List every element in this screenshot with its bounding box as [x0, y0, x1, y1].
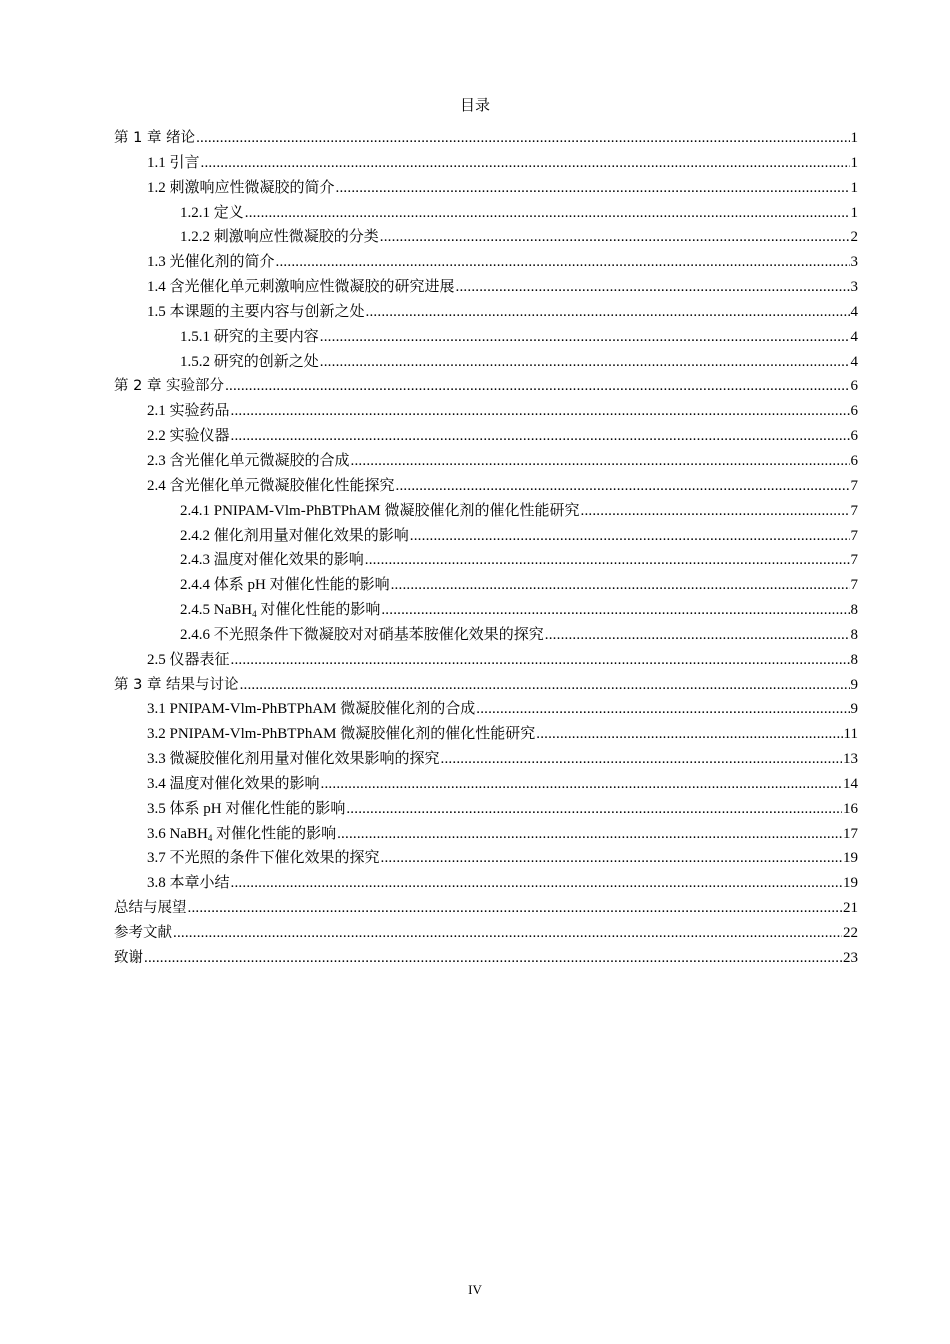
toc-entry-page: 19 — [843, 875, 858, 892]
toc-entry-page: 7 — [850, 477, 858, 494]
toc-dot-leader — [188, 896, 843, 921]
toc-entry-page: 8 — [850, 626, 858, 643]
toc-entry-page: 9 — [850, 701, 858, 718]
toc-entry[interactable] — [114, 201, 858, 226]
toc-dot-leader — [381, 598, 849, 623]
toc-entry-label: 2.4.6 不光照条件下微凝胶对对硝基苯胺催化效果的探究 — [180, 626, 544, 643]
toc-entry-label-text: 对催化性能的影响 — [212, 825, 337, 842]
table-of-contents — [114, 126, 858, 971]
toc-dot-leader — [346, 797, 842, 822]
toc-dot-leader — [545, 623, 850, 648]
toc-entry[interactable] — [114, 151, 858, 176]
toc-entry[interactable] — [114, 325, 858, 350]
toc-entry-page: 17 — [843, 825, 858, 842]
toc-entry[interactable] — [114, 499, 858, 524]
toc-entry[interactable] — [114, 573, 858, 598]
toc-entry[interactable] — [114, 623, 858, 648]
toc-dot-leader — [410, 524, 850, 549]
toc-entry-label: 致谢 — [114, 949, 143, 966]
toc-dot-leader — [336, 176, 850, 201]
toc-dot-leader — [231, 399, 850, 424]
toc-dot-leader — [381, 846, 842, 871]
toc-entry[interactable] — [114, 275, 858, 300]
toc-entry-label — [147, 822, 336, 847]
toc-dot-leader — [441, 747, 842, 772]
toc-entry[interactable] — [114, 524, 858, 549]
toc-entry-page: 13 — [843, 751, 858, 768]
toc-entry[interactable] — [114, 350, 858, 375]
toc-entry[interactable] — [114, 772, 858, 797]
toc-entry-page: 3 — [850, 254, 858, 271]
toc-dot-leader — [320, 350, 850, 375]
toc-dot-leader — [380, 225, 850, 250]
toc-entry[interactable] — [114, 399, 858, 424]
toc-entry-label: 1.5 本课题的主要内容与创新之处 — [147, 303, 365, 320]
toc-entry[interactable] — [114, 822, 858, 847]
toc-entry-label: 3.7 不光照的条件下催化效果的探究 — [147, 850, 380, 867]
toc-entry-page: 3 — [850, 279, 858, 296]
toc-entry-label: 3.8 本章小结 — [147, 875, 230, 892]
toc-entry-page: 19 — [843, 850, 858, 867]
toc-entry-page: 1 — [850, 130, 858, 146]
toc-entry-page: 1 — [850, 204, 858, 221]
toc-entry-label: 2.5 仪器表征 — [147, 651, 230, 668]
toc-dot-leader — [581, 499, 850, 524]
toc-entry-page: 21 — [843, 900, 858, 917]
toc-entry[interactable] — [114, 225, 858, 250]
toc-dot-leader — [240, 673, 850, 698]
toc-entry-label: 2.3 含光催化单元微凝胶的合成 — [147, 452, 350, 469]
toc-entry-page: 7 — [850, 502, 858, 519]
toc-entry-label: 2.1 实验药品 — [147, 403, 230, 420]
toc-entry-page: 14 — [843, 775, 858, 792]
toc-entry[interactable] — [114, 722, 858, 747]
toc-entry-page: 6 — [850, 452, 858, 469]
toc-dot-leader — [201, 151, 850, 176]
toc-entry-label-text: 2.4.5 NaBH — [180, 602, 253, 619]
toc-entry-label: 总结与展望 — [114, 900, 187, 917]
toc-entry-label-subscript: 4 — [207, 832, 213, 843]
toc-entry-label: 1.2 刺激响应性微凝胶的简介 — [147, 179, 335, 196]
toc-entry-page: 22 — [843, 925, 858, 941]
toc-entry-page: 2 — [850, 229, 858, 246]
toc-entry-label: 1.5.1 研究的主要内容 — [180, 328, 319, 345]
toc-entry[interactable] — [114, 474, 858, 499]
toc-entry-label: 3.2 PNIPAM-Vlm-PhBTPhAM 微凝胶催化剂的催化性能研究 — [147, 726, 536, 743]
toc-dot-leader — [365, 548, 850, 573]
toc-entry-page: 9 — [850, 676, 858, 693]
toc-entry[interactable] — [114, 449, 858, 474]
toc-dot-leader — [396, 474, 850, 499]
toc-dot-leader — [337, 822, 842, 847]
toc-entry-page: 7 — [850, 577, 858, 594]
toc-entry[interactable] — [114, 424, 858, 449]
toc-entry-label: 第 3 章 结果与讨论 — [114, 676, 239, 693]
toc-dot-leader — [245, 201, 850, 226]
toc-dot-leader — [476, 697, 849, 722]
toc-dot-leader — [231, 648, 850, 673]
toc-entry-page: 4 — [850, 353, 858, 370]
toc-entry-page: 16 — [843, 800, 858, 817]
toc-title: 目录 — [459, 98, 490, 114]
toc-entry-page: 4 — [850, 303, 858, 320]
toc-dot-leader — [320, 325, 850, 350]
toc-dot-leader — [225, 374, 849, 399]
toc-entry-label: 2.2 实验仪器 — [147, 428, 230, 445]
toc-entry-label: 2.4.4 体系 pH 对催化性能的影响 — [180, 577, 390, 594]
toc-entry[interactable] — [114, 797, 858, 822]
toc-entry-page: 4 — [850, 328, 858, 345]
toc-entry-label-subscript: 4 — [252, 609, 257, 620]
toc-dot-leader — [321, 772, 842, 797]
toc-entry[interactable] — [114, 648, 858, 673]
toc-dot-leader — [196, 126, 849, 151]
toc-entry-page: 7 — [850, 552, 858, 569]
toc-entry[interactable] — [114, 548, 858, 573]
toc-entry-page: 6 — [850, 403, 858, 420]
toc-entry-label: 1.2.2 刺激响应性微凝胶的分类 — [180, 229, 379, 246]
toc-entry[interactable] — [114, 126, 858, 151]
toc-entry-label: 1.5.2 研究的创新之处 — [180, 353, 319, 370]
toc-entry[interactable] — [114, 871, 858, 896]
toc-entry-page: 1 — [850, 154, 858, 171]
toc-entry-label: 2.4 含光催化单元微凝胶催化性能探究 — [147, 477, 395, 494]
toc-entry-label: 参考文献 — [114, 925, 172, 941]
toc-entry[interactable] — [114, 697, 858, 722]
toc-entry-label: 1.1 引言 — [147, 154, 200, 171]
toc-entry-page: 6 — [850, 378, 858, 395]
toc-entry[interactable] — [114, 846, 858, 871]
toc-entry-label-text: 3.6 NaBH — [147, 825, 208, 842]
toc-dot-leader — [536, 722, 842, 747]
toc-entry-label-text: 对催化性能的影响 — [256, 602, 381, 619]
page-number: IV — [468, 1282, 482, 1297]
toc-entry-page: 8 — [850, 651, 858, 668]
toc-entry-label: 第 1 章 绪论 — [114, 130, 196, 146]
toc-entry[interactable] — [114, 300, 858, 325]
toc-entry-page: 23 — [843, 949, 858, 966]
toc-entry-label: 3.3 微凝胶催化剂用量对催化效果影响的探究 — [147, 751, 440, 768]
toc-entry[interactable] — [114, 896, 858, 921]
toc-entry-page: 11 — [843, 726, 858, 743]
toc-dot-leader — [366, 300, 850, 325]
toc-entry[interactable] — [114, 374, 858, 399]
toc-entry-label: 1.3 光催化剂的简介 — [147, 254, 275, 271]
toc-entry-page: 8 — [850, 602, 858, 619]
toc-dot-leader — [231, 424, 850, 449]
toc-entry[interactable] — [114, 946, 858, 971]
toc-dot-leader — [173, 921, 842, 946]
toc-entry-label: 3.1 PNIPAM-Vlm-PhBTPhAM 微凝胶催化剂的合成 — [147, 701, 476, 718]
toc-entry[interactable] — [114, 747, 858, 772]
toc-entry-label: 2.4.3 温度对催化效果的影响 — [180, 552, 364, 569]
toc-entry-label: 3.5 体系 pH 对催化性能的影响 — [147, 800, 346, 817]
toc-entry-label: 3.4 温度对催化效果的影响 — [147, 775, 320, 792]
toc-dot-leader — [391, 573, 850, 598]
toc-entry-label: 1.2.1 定义 — [180, 204, 244, 221]
toc-entry[interactable] — [114, 673, 858, 698]
toc-entry[interactable] — [114, 921, 858, 946]
toc-entry-label: 2.4.1 PNIPAM-Vlm-PhBTPhAM 微凝胶催化剂的催化性能研究 — [180, 502, 580, 519]
toc-dot-leader — [276, 250, 850, 275]
toc-entry-label: 第 2 章 实验部分 — [114, 378, 225, 395]
toc-dot-leader — [351, 449, 850, 474]
toc-entry-page: 6 — [850, 428, 858, 445]
toc-entry[interactable] — [114, 598, 858, 623]
toc-entry-label: 2.4.2 催化剂用量对催化效果的影响 — [180, 527, 409, 544]
toc-entry-page: 1 — [850, 179, 858, 196]
toc-dot-leader — [231, 871, 842, 896]
toc-entry[interactable] — [114, 176, 858, 201]
toc-entry[interactable] — [114, 250, 858, 275]
toc-dot-leader — [144, 946, 842, 971]
toc-entry-page: 7 — [850, 527, 858, 544]
toc-dot-leader — [456, 275, 850, 300]
toc-entry-label — [180, 598, 380, 623]
toc-entry-label: 1.4 含光催化单元刺激响应性微凝胶的研究进展 — [147, 279, 455, 296]
